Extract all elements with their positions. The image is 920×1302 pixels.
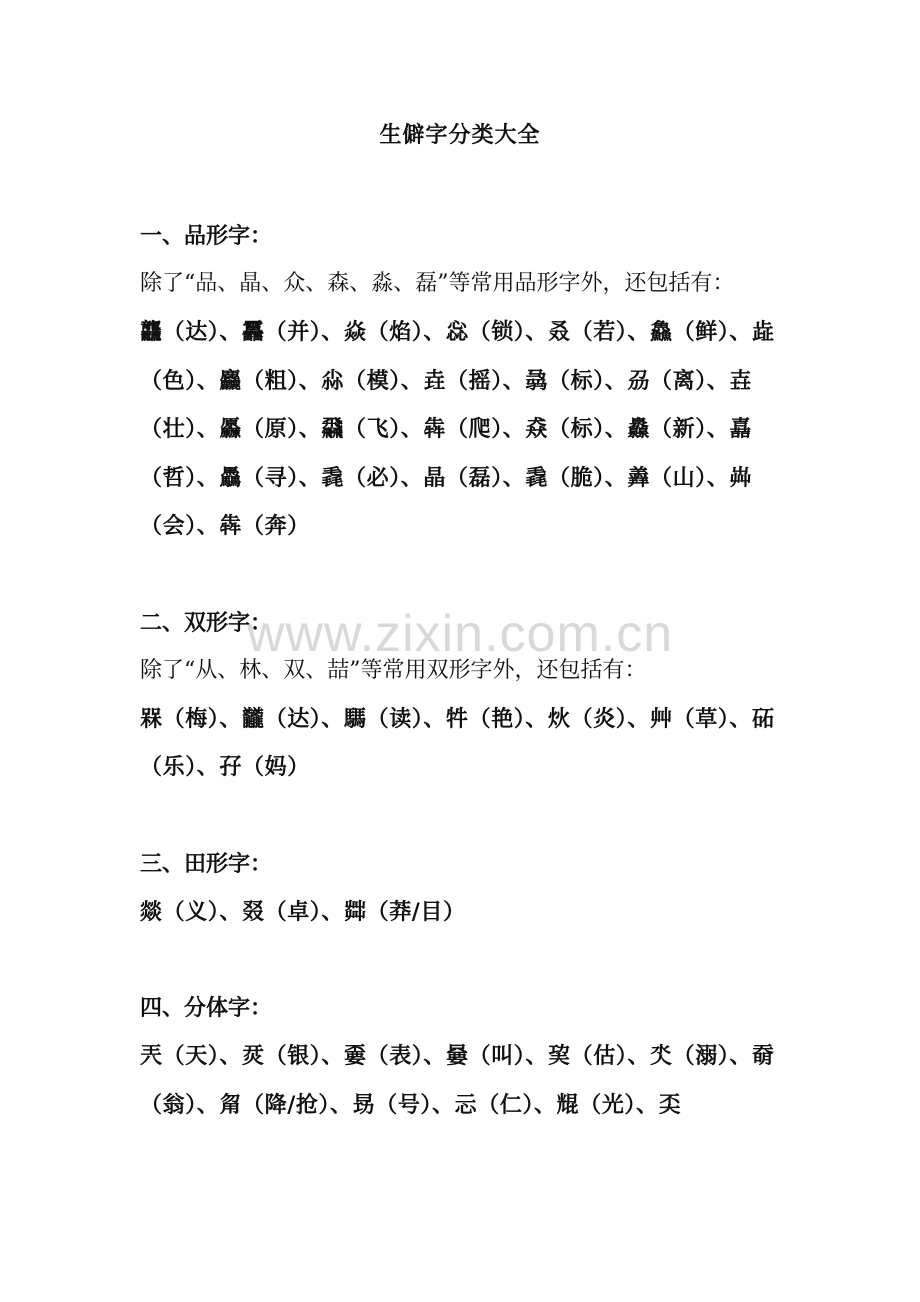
watermark: www.zixin.com.cn xyxy=(246,605,674,663)
section-heading: 四、分体字： xyxy=(140,995,273,1021)
section-heading: 二、双形字： xyxy=(140,609,273,636)
character-list: 燚（义）、叕（卓）、茻（莽/目） xyxy=(140,898,466,925)
section-pin-shape xyxy=(140,212,785,551)
section-heading: 三、田形字： xyxy=(140,850,273,877)
character-list: 槑（梅）、龖（达）、騳（读）、牪（艳）、炏（炎）、艸（草）、砳（乐）、孖（妈） xyxy=(140,705,775,780)
section-intro: 除了“从、林、双、喆”等常用双形字外，还包括有： xyxy=(140,657,647,683)
section-intro: 除了“品、晶、众、森、淼、磊”等常用品形字外，还包括有： xyxy=(140,271,735,296)
document-body xyxy=(140,212,785,1177)
section-field-shape xyxy=(140,840,785,937)
page-title: 生僻字分类大全 xyxy=(379,122,541,148)
character-list: 兲（天）、烎（银）、嫑（表）、嘦（叫）、巭（估）、氼（溺）、奣（翁）、甮（降/抢）、昮（号）、忈（仁）、尡（光）、奀 xyxy=(140,1043,775,1118)
section-heading: 一、品形字： xyxy=(140,223,273,249)
section-split-body xyxy=(140,984,785,1129)
section-double-shape xyxy=(140,599,785,792)
character-list: 龘（达）、靐（并）、焱（焰）、惢（锁）、叒（若）、鱻（鲜）、歮（色）、麤（粗）、尛（模）、垚（摇）、骉（标）、刕（离）、壵（壮）、厵（原）、飝（飞）、犇（爬）、猋（标）、灥（新）、嚞（哲）、驫（寻）、毳（必）、晶（磊）、毳（脆）、羴（山）、芔（会）、犇（奔） xyxy=(140,319,775,539)
